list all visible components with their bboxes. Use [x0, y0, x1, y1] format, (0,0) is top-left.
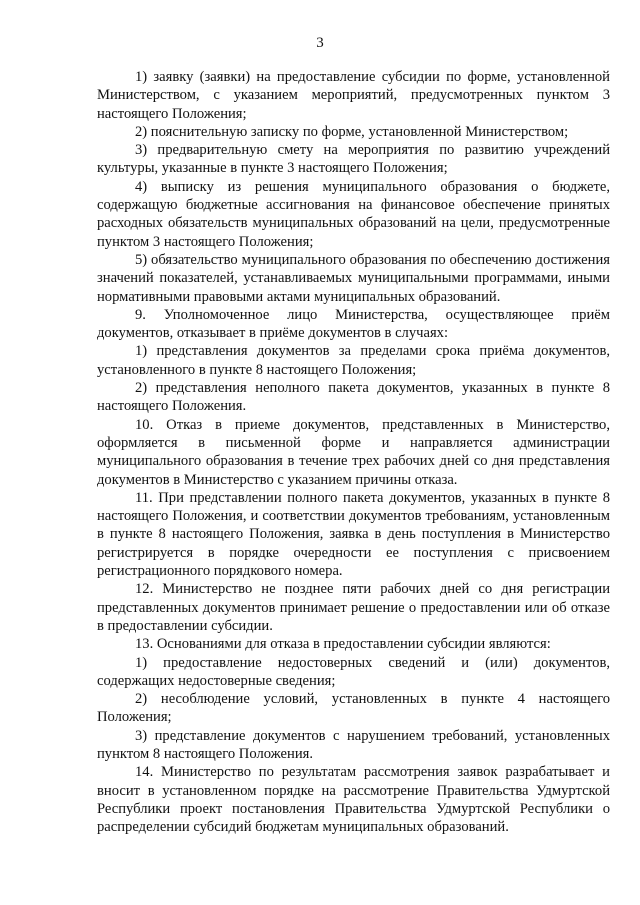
paragraph: 10. Отказ в приеме документов, представленных в Министерство, оформляется в письменной форме и направляется администрации муниципального образования в течение трех рабочих дней со дня представления документов в Министерство с указанием причины отказа.: [97, 416, 610, 488]
paragraph: 14. Министерство по результатам рассмотрения заявок разрабатывает и вносит в установленном порядке на рассмотрение Правительства Удмуртской Республики проект постановления Правительства Удмуртской Республики о распределении субсидий бюджетам муниципальных образований.: [97, 764, 610, 836]
paragraph: 9. Уполномоченное лицо Министерства, осуществляющее приём документов, отказывает в приёме документов в случаях:: [97, 306, 610, 342]
paragraph: 12. Министерство не позднее пяти рабочих дней со дня регистрации представленных документов принимает решение о предоставлении или об отказе в предоставлении субсидии.: [97, 581, 610, 634]
paragraph: 5) обязательство муниципального образования по обеспечению достижения значений показателей, устанавливаемых муниципальными программами, иными нормативными правовыми актами муниципальных образований.: [97, 251, 610, 305]
paragraph: 1) представления документов за пределами срока приёма документов, установленного в пункте 8 настоящего Положения;: [97, 343, 610, 378]
paragraph: 3) представление документов с нарушением требований, установленных пунктом 8 настоящего Положения.: [97, 727, 610, 762]
paragraph: 2) пояснительную записку по форме, установленной Министерством;: [135, 123, 569, 140]
paragraph: 4) выписку из решения муниципального образования о бюджете, содержащую бюджетные ассигнования на финансовое обеспечение принятых расходных обязательств муниципальных образований на цели, предусмотренные пунктом 3 настоящего Положения;: [97, 178, 610, 250]
paragraph: 1) предоставление недостоверных сведений и (или) документов, содержащих недостоверные сведения;: [97, 654, 610, 689]
page-number: 3: [316, 35, 324, 51]
paragraph: 1) заявку (заявки) на предоставление субсидии по форме, установленной Министерством, с указанием мероприятий, предусмотренных пунктом 3 настоящего Положения;: [97, 69, 610, 122]
document-body: [97, 68, 610, 836]
paragraph: 13. Основаниями для отказа в предоставлении субсидии являются:: [135, 636, 551, 653]
paragraph: 2) несоблюдение условий, установленных в пункте 4 настоящего Положения;: [97, 691, 610, 726]
paragraph: 3) предварительную смету на мероприятия по развитию учреждений культуры, указанные в пункте 3 настоящего Положения;: [97, 142, 610, 177]
paragraph: 11. При представлении полного пакета документов, указанных в пункте 8 настоящего Положения, и соответствии документов требованиям, установленным в пункте 8 настоящего Положения, заявка в день поступления в Министерство регистрируется в порядке очередности ее поступления с присвоением регистрационного порядкового номера.: [97, 489, 610, 580]
paragraph: 2) представления неполного пакета документов, указанных в пункте 8 настоящего Положения.: [97, 380, 610, 415]
